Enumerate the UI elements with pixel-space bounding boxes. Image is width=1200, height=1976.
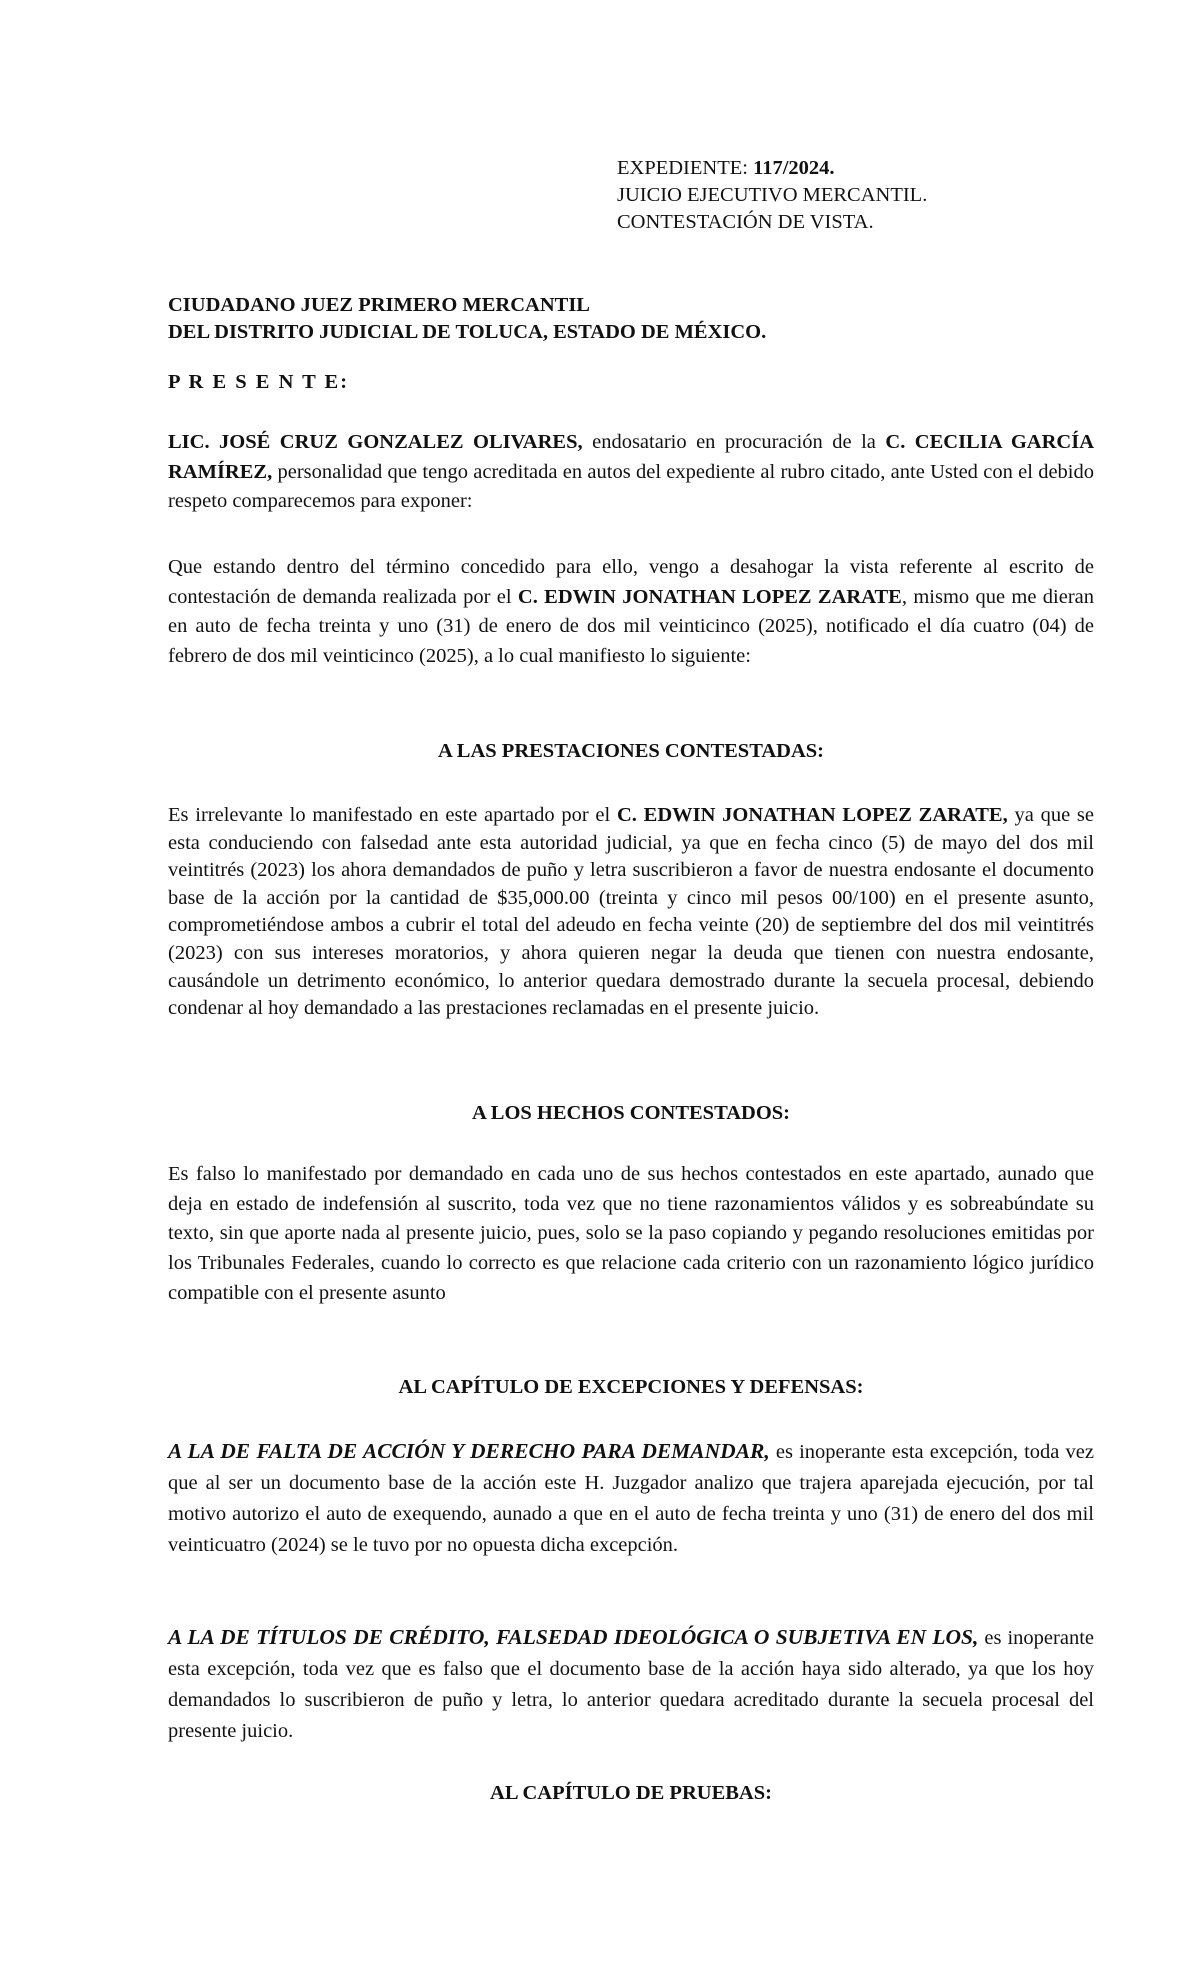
intro-paragraph: [168, 428, 1094, 517]
defendant-name: C. EDWIN JONATHAN LOPEZ ZARATE,: [616, 804, 1008, 826]
vista-paragraph: [168, 553, 1094, 672]
intro-text-2: personalidad que tengo acreditada en autos del expediente al rubro citado, ante Usted con el debido respeto comparecemos para exponer:: [168, 460, 1094, 513]
expediente-label: EXPEDIENTE:: [617, 157, 754, 179]
excepcion-text: es inoperante esta excepción, toda vez que es falso que el documento base de la acción haya sido alterado, ya que los hoy demandados lo suscribieron de puño y letra, lo anterior quedara acreditado durante la secuela procesal del presente juicio.: [168, 1627, 1094, 1742]
excepcion-falta-accion: [168, 1436, 1094, 1561]
prestaciones-paragraph: [168, 802, 1094, 1023]
excepcion-title: A LA DE FALTA DE ACCIÓN Y DERECHO PARA DEMANDAR,: [168, 1439, 770, 1463]
expediente-number: 117/2024.: [753, 157, 835, 179]
addressee: [168, 292, 1094, 346]
heading-excepciones: AL CAPÍTULO DE EXCEPCIONES Y DEFENSAS:: [398, 1376, 864, 1398]
heading-hechos: A LOS HECHOS CONTESTADOS:: [471, 1102, 791, 1124]
attorney-name: LIC. JOSÉ CRUZ GONZALEZ OLIVARES,: [168, 431, 583, 453]
intro-text-1: endosatario en procuración de la: [582, 431, 886, 453]
prestaciones-text-1: Es irrelevante lo manifestado en este apartado por el: [168, 804, 617, 826]
contestacion-line: CONTESTACIÓN DE VISTA.: [617, 211, 874, 233]
heading-prestaciones: A LAS PRESTACIONES CONTESTADAS:: [438, 740, 824, 762]
presente: P R E S E N T E:: [168, 371, 350, 393]
addressee-line-2: DEL DISTRITO JUDICIAL DE TOLUCA, ESTADO DE MÉXICO.: [168, 321, 767, 343]
client-name: C. CECILIA GARCÍA RAMÍREZ,: [168, 431, 1095, 483]
excepcion-title: A LA DE TÍTULOS DE CRÉDITO, FALSEDAD IDEOLÓGICA O SUBJETIVA EN LOS,: [168, 1625, 979, 1649]
case-header: [617, 155, 927, 236]
excepcion-titulos-credito: [168, 1622, 1094, 1747]
heading-pruebas: AL CAPÍTULO DE PRUEBAS:: [490, 1782, 772, 1804]
hechos-paragraph: Es falso lo manifestado por demandado en cada uno de sus hechos contestados en este apartado, aunado que deja en estado de indefensión al suscrito, toda vez que no tiene razonamientos válidos y es sobreabúndate su texto, sin que aporte nada al presente juicio, pues, solo se la paso copiando y pegando resoluciones emitidas por los Tribunales Federales, cuando lo correcto es que relacione cada criterio con un razonamiento lógico jurídico compatible con el presente asunto: [168, 1163, 1094, 1304]
prestaciones-text-2: ya que se esta conduciendo con falsedad ante esta autoridad judicial, ya que en fecha cinco (5) de mayo del dos mil veintitrés (2023) los ahora demandados de puño y letra suscribieron a favor de nuestra endosante el documento base de la acción por la cantidad de $35,000.00 (treinta y cinco mil pesos 00/100) en el presente asunto, comprometiéndose ambos a cubrir el total del adeudo en fecha veinte (20) de septiembre del dos mil veintitrés (2023) con sus intereses moratorios, y ahora quieren negar la deuda que tienen con nuestra endosante, causándole un detrimento económico, lo anterior quedara demostrado durante la secuela procesal, debiendo condenar al hoy demandado a las prestaciones reclamadas en el presente juicio.: [168, 804, 1095, 1020]
vista-text-2: , mismo que me dieran en auto de fecha treinta y uno (31) de enero de dos mil veinticinco (2025), notificado el día cuatro (04) de febrero de dos mil veinticinco (2025), a lo cual manifiesto lo siguiente:: [168, 585, 1095, 668]
addressee-line-1: CIUDADANO JUEZ PRIMERO MERCANTIL: [168, 294, 590, 316]
juicio-line: JUICIO EJECUTIVO MERCANTIL.: [617, 184, 928, 206]
excepcion-text: es inoperante esta excepción, toda vez que al ser un documento base de la acción este H. Juzgador analizo que trajera aparejada ejecución, por tal motivo autorizo el auto de exequendo, aunado a que en el auto de fecha treinta y uno (31) de enero del dos mil veinticuatro (2024) se le tuvo por no opuesta dicha excepción.: [168, 1441, 1094, 1556]
expediente-line: [617, 155, 927, 182]
defendant-name: C. EDWIN JONATHAN LOPEZ ZARATE: [517, 585, 902, 608]
vista-text-1: Que estando dentro del término concedido para ello, vengo a desahogar la vista referente al escrito de contestación de demanda realizada por el: [168, 556, 1094, 608]
